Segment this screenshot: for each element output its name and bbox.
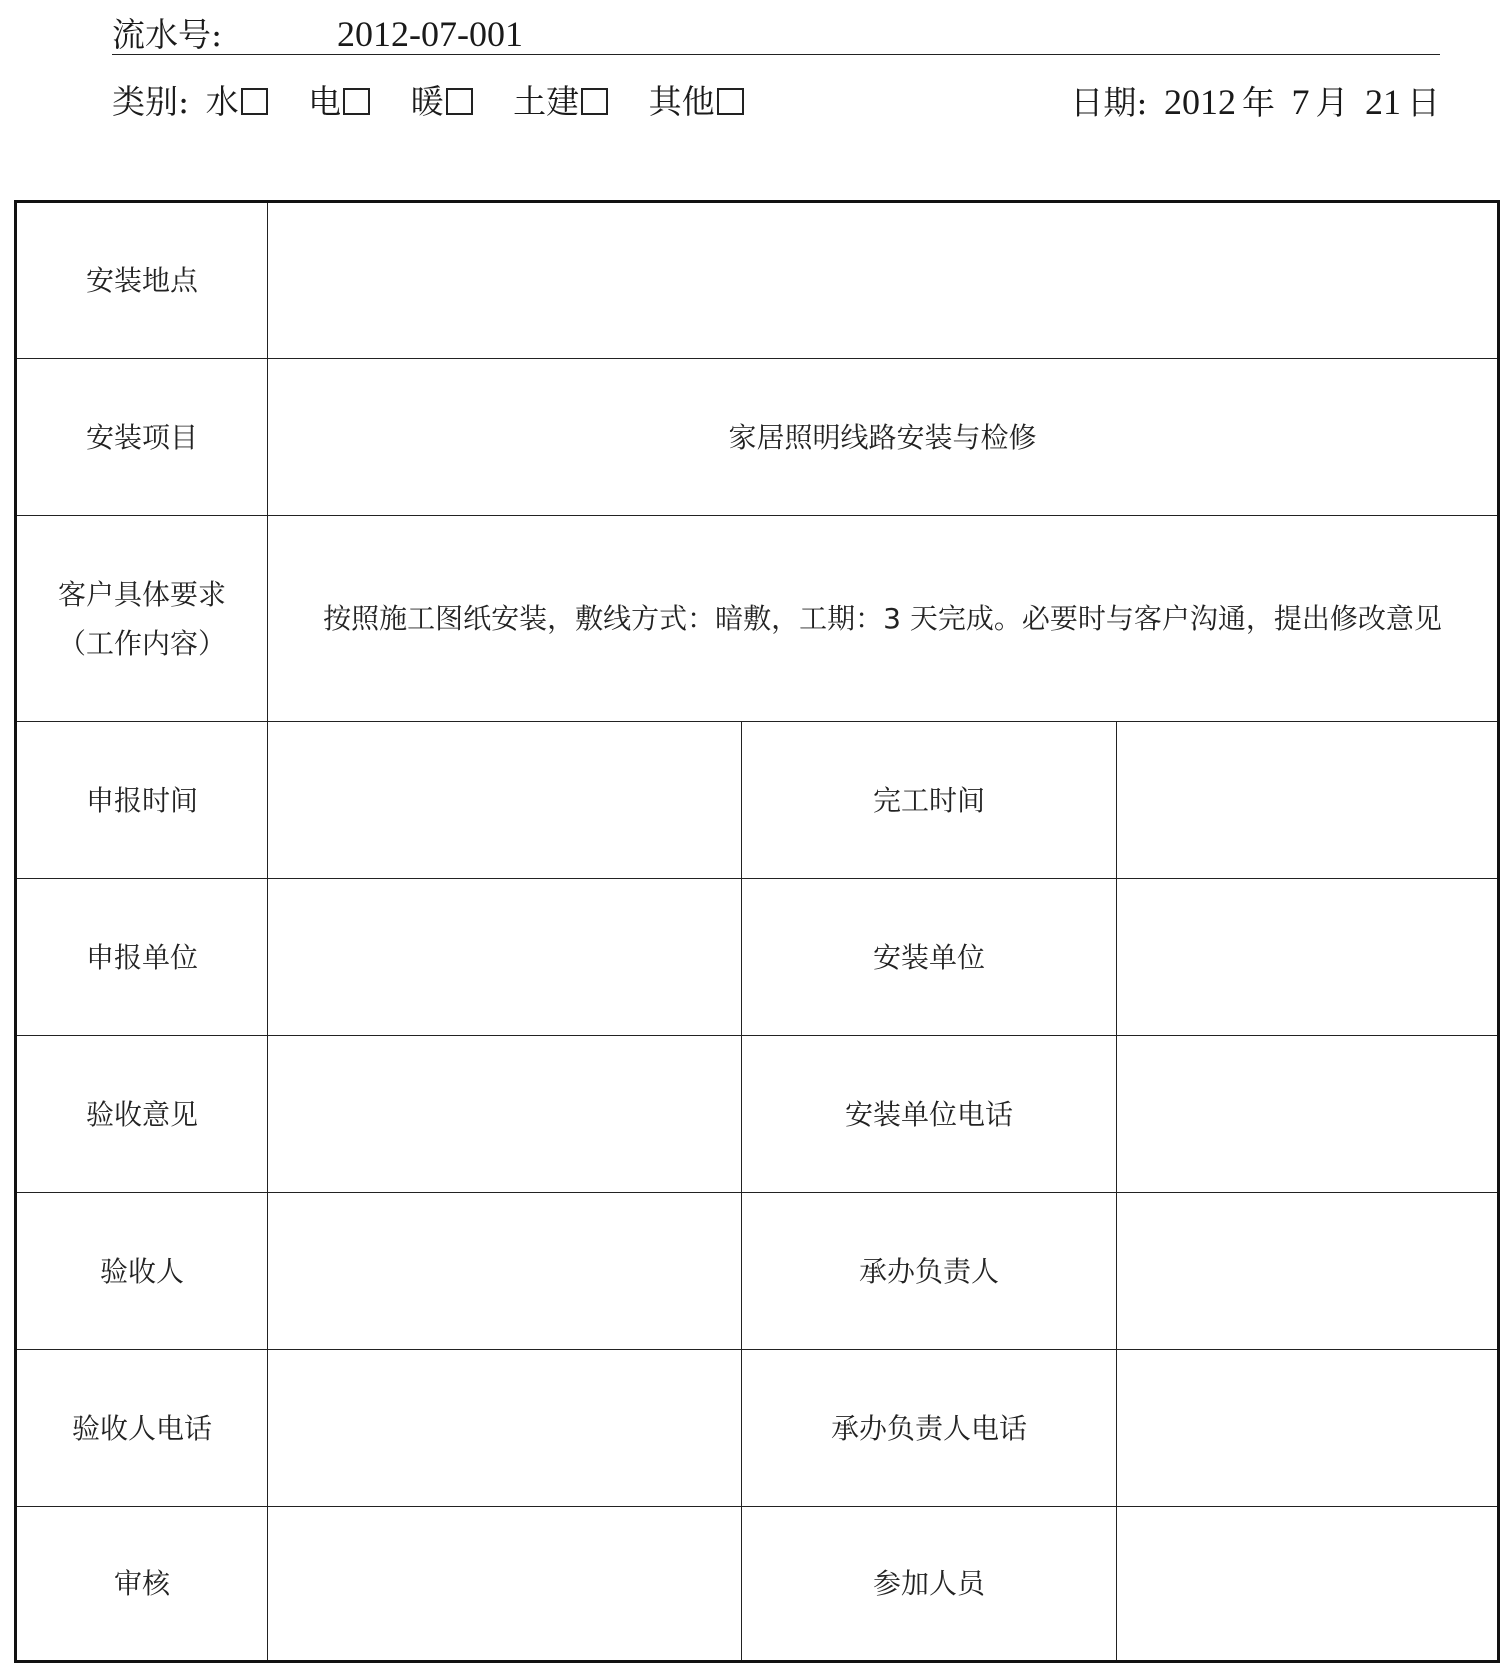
category-option-civil[interactable] [513,78,608,126]
review-label: 审核 [16,1507,268,1662]
completion-time-label: 完工时间 [742,722,1117,879]
checkbox-civil[interactable] [581,88,608,115]
acceptance-opinion-label: 验收意见 [16,1036,268,1193]
table-row [16,1036,1499,1193]
completion-time-value[interactable] [1117,722,1499,879]
category-option-heating[interactable] [411,78,473,126]
review-value[interactable] [268,1507,742,1662]
responsible-person-label: 承办负责人 [742,1193,1117,1350]
form-row-install-item [16,359,1499,516]
category-option-label: 暖 [410,82,444,121]
category-label: 类别: [112,82,190,121]
acceptor-phone-value[interactable] [268,1350,742,1507]
install-unit-label: 安装单位 [742,879,1117,1036]
install-item-label: 安装项目 [16,359,268,516]
checkbox-electric[interactable] [343,88,370,115]
requirements-value[interactable]: 按照施工图纸安装，敷线方式：暗敷，工期：3 天完成。必要时与客户沟通，提出修改意见 [268,516,1499,722]
table-row [16,1193,1499,1350]
install-unit-value[interactable] [1117,879,1499,1036]
responsible-person-phone-value[interactable] [1117,1350,1499,1507]
category-option-label: 电 [308,82,342,121]
install-location-label: 安装地点 [16,202,268,359]
date-day-unit: 日 [1407,83,1440,122]
responsible-person-phone-label: 承办负责人电话 [742,1350,1117,1507]
table-row [16,1507,1499,1662]
install-item-value[interactable]: 家居照明线路安装与检修 [268,359,1499,516]
install-unit-phone-label: 安装单位电话 [742,1036,1117,1193]
date-year: 2012 [1164,82,1236,122]
date-day: 21 [1365,82,1401,122]
serial-number-label: 流水号: [112,15,223,54]
acceptance-opinion-value[interactable] [268,1036,742,1193]
category-option-electric[interactable] [308,78,370,126]
category-option-other[interactable] [649,78,744,126]
acceptor-label: 验收人 [16,1193,268,1350]
checkbox-water[interactable] [241,88,268,115]
install-unit-phone-value[interactable] [1117,1036,1499,1193]
serial-number-value: 2012-07-001 [337,14,523,54]
table-row [16,722,1499,879]
category-option-label: 土建 [513,82,580,121]
date-label: 日期: [1070,83,1148,122]
category-option-label: 其他 [648,82,715,121]
form-row-install-location [16,202,1499,359]
requirements-label-line2: （工作内容） [57,626,226,660]
form-row-requirements [16,516,1499,722]
category-option-label: 水 [205,82,239,121]
serial-number-line [112,14,1440,55]
category-line [112,78,1440,126]
checkbox-other[interactable] [717,88,744,115]
declare-unit-label: 申报单位 [16,879,268,1036]
responsible-person-value[interactable] [1117,1193,1499,1350]
acceptor-value[interactable] [268,1193,742,1350]
declare-time-value[interactable] [268,722,742,879]
table-row [16,879,1499,1036]
participants-value[interactable] [1117,1507,1499,1662]
installation-form-table [14,200,1500,1663]
date-month: 7 [1291,82,1310,122]
declare-unit-value[interactable] [268,879,742,1036]
requirements-label [16,516,268,722]
requirements-label-line1: 客户具体要求 [57,577,226,611]
acceptor-phone-label: 验收人电话 [16,1350,268,1507]
declare-time-label: 申报时间 [16,722,268,879]
participants-label: 参加人员 [742,1507,1117,1662]
checkbox-heating[interactable] [446,88,473,115]
category-option-water[interactable] [206,78,268,126]
install-location-value[interactable] [268,202,1499,359]
table-row [16,1350,1499,1507]
date-year-unit: 年 [1242,83,1275,122]
date-month-unit: 月 [1315,83,1349,122]
date-field [1070,78,1440,127]
